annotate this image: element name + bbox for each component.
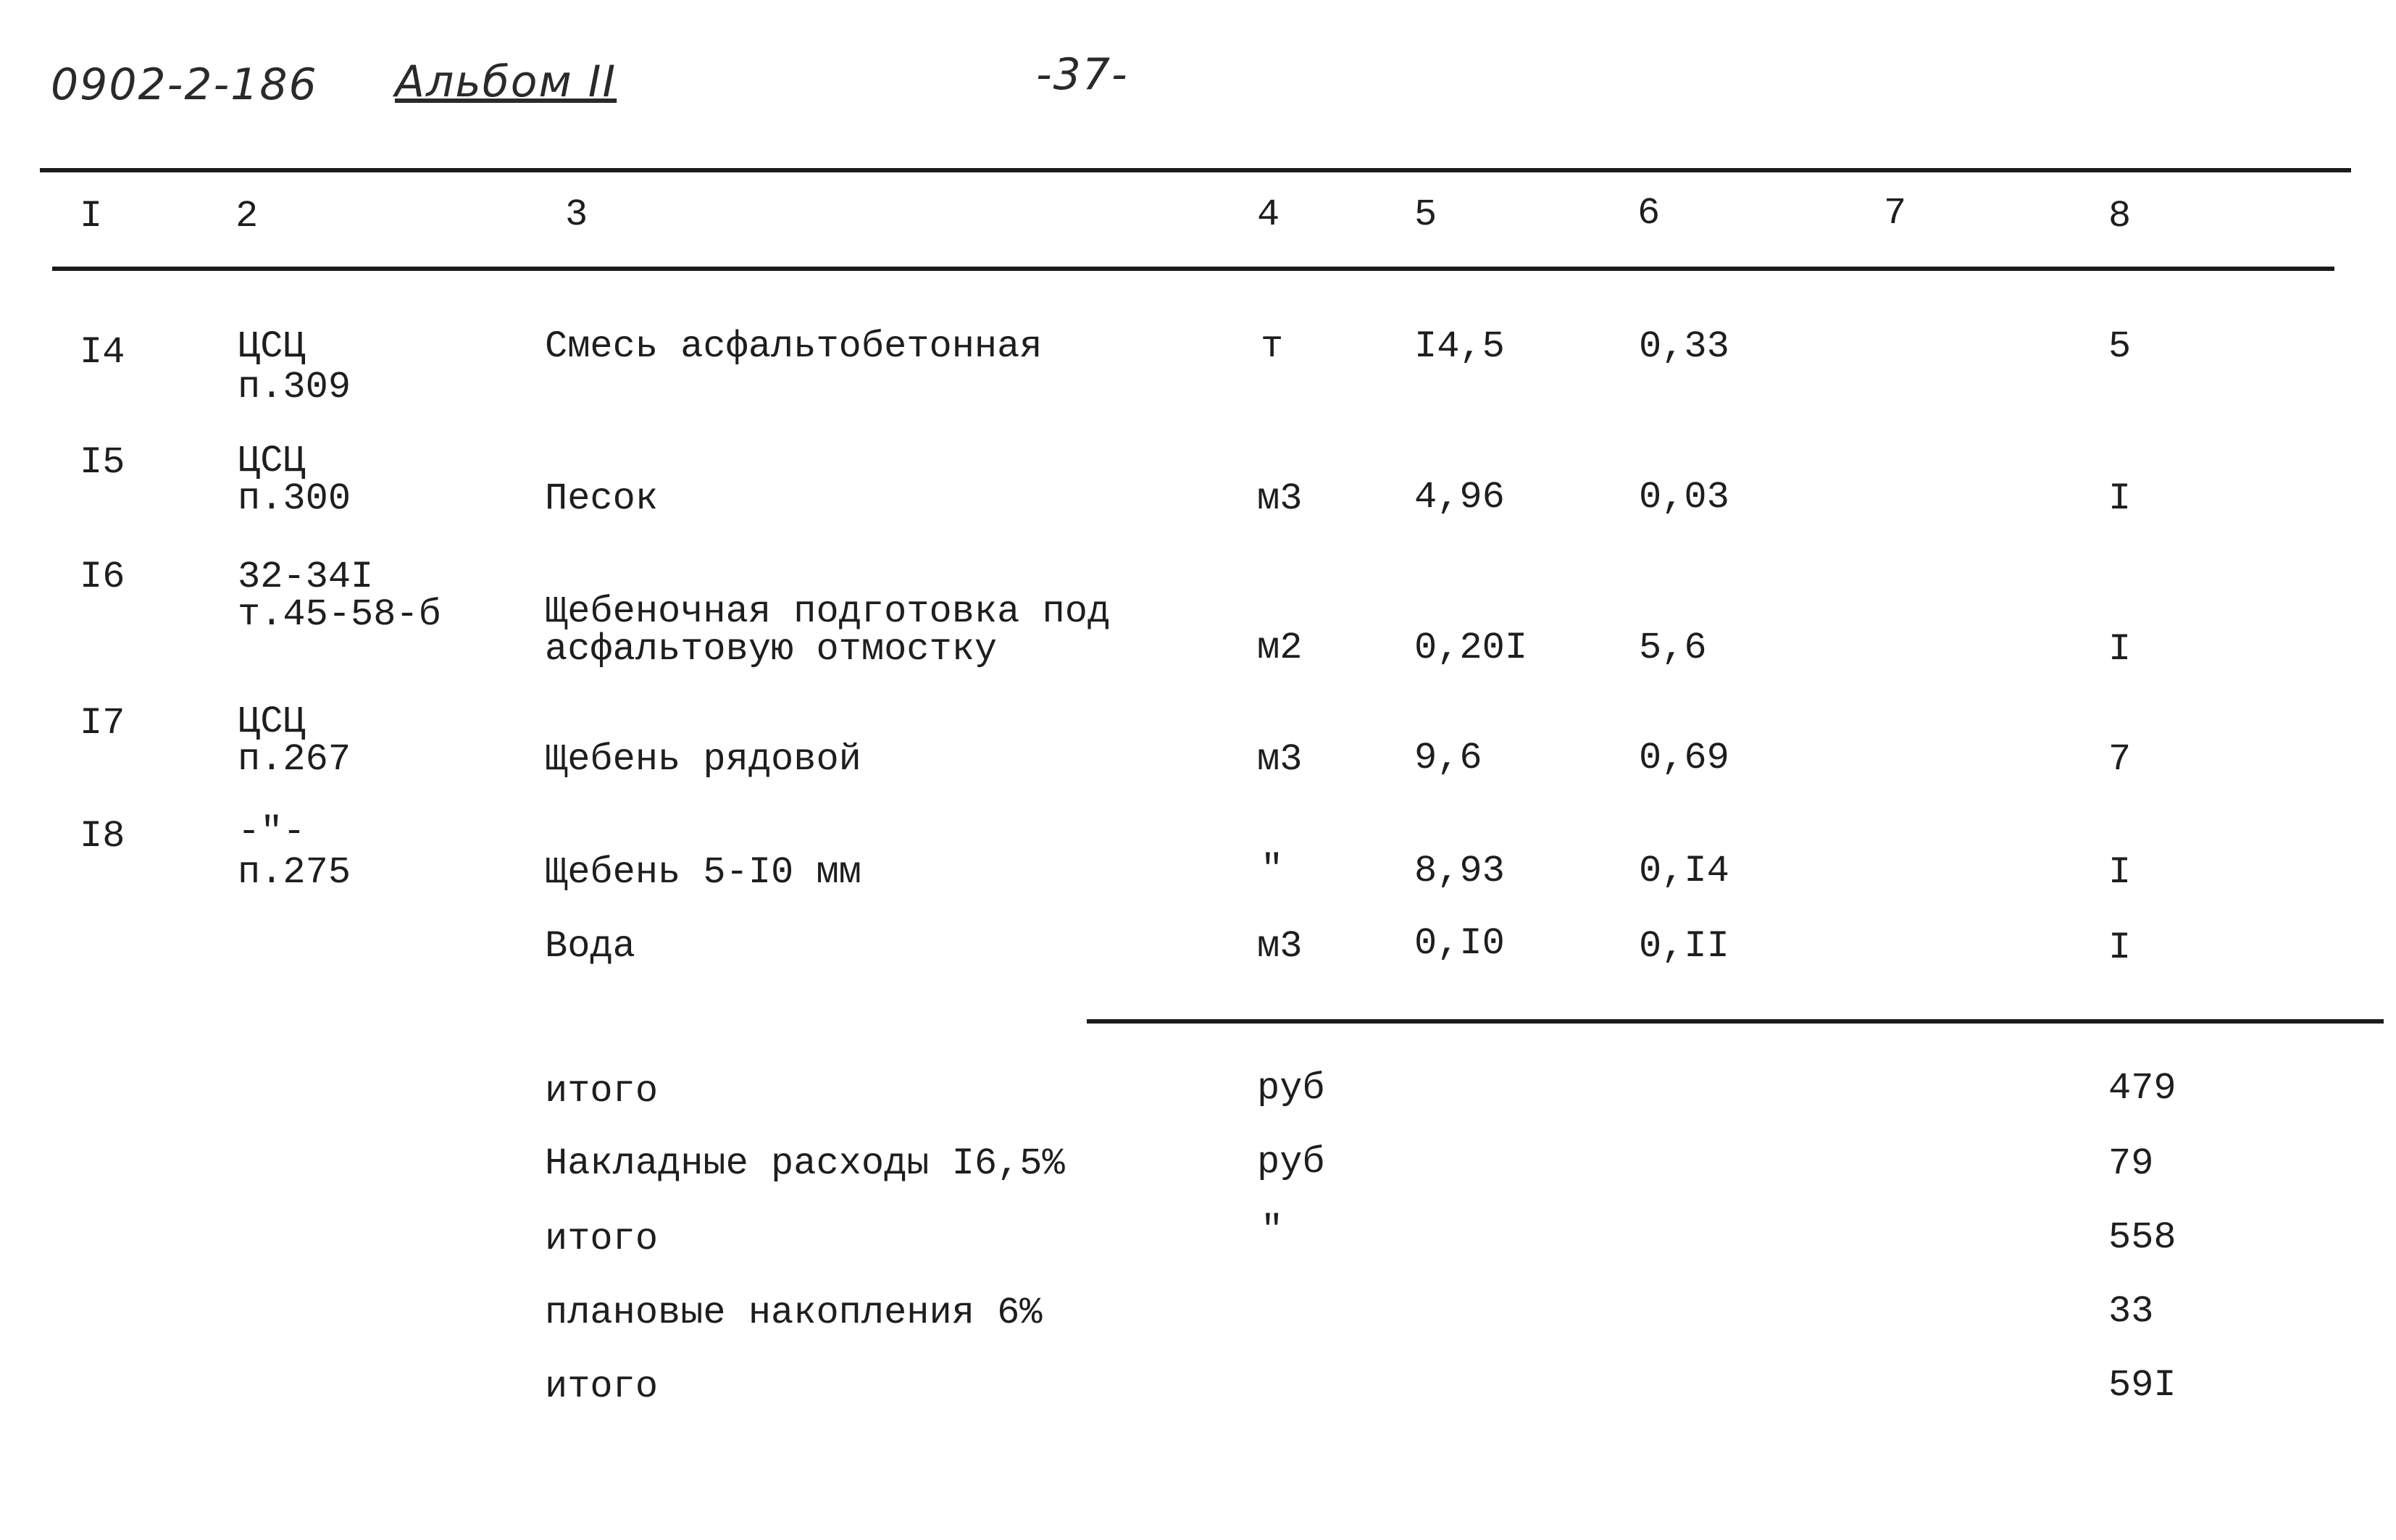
unit: м3 (1257, 925, 1303, 968)
unit-price: 5,6 (1639, 627, 1707, 669)
quantity: 9,6 (1414, 737, 1482, 779)
summary-unit: руб (1257, 1067, 1325, 1110)
summary-unit: руб (1257, 1141, 1325, 1184)
summary-value: 33 (2108, 1290, 2154, 1333)
row-number: I4 (80, 331, 125, 374)
row-number: I5 (80, 441, 125, 484)
price-reference: т.45-58-б (238, 593, 441, 636)
summary-label: итого (545, 1365, 659, 1408)
column-header-6: 6 (1637, 192, 1661, 235)
row-number: I7 (80, 702, 125, 745)
top-rule (40, 168, 2351, 172)
album-label: Альбом II (395, 57, 617, 107)
summary-value: 558 (2108, 1216, 2176, 1259)
unit-price: 0,I4 (1639, 850, 1729, 892)
column-header-4: 4 (1257, 193, 1280, 236)
column-header-7: 7 (1884, 192, 1907, 235)
quantity: I4,5 (1414, 325, 1505, 368)
price-reference: п.267 (238, 738, 351, 781)
summary-value: 479 (2108, 1067, 2176, 1110)
summary-label: итого (545, 1070, 659, 1113)
unit: м3 (1257, 738, 1303, 781)
column-header-1: I (80, 195, 103, 238)
summary-value: 79 (2108, 1142, 2154, 1185)
price-reference: ЦСЦ (238, 325, 306, 368)
price-reference: п.309 (238, 366, 351, 409)
item-name: Вода (545, 925, 635, 968)
column-header-8: 8 (2108, 195, 2132, 238)
row-number: I6 (80, 556, 125, 598)
column-header-5: 5 (1414, 193, 1437, 236)
unit-price: 0,69 (1639, 737, 1729, 779)
unit: м2 (1257, 627, 1303, 669)
page-number: -37- (1036, 49, 1129, 100)
unit: м3 (1257, 477, 1303, 520)
item-name: Щебеночная подготовка под (545, 590, 1111, 633)
price-reference: ЦСЦ (238, 700, 306, 743)
item-name: Щебень 5-I0 мм (545, 851, 861, 894)
header-bottom-rule (52, 267, 2334, 271)
total-cost: I (2108, 926, 2132, 969)
subtotal-rule (1087, 1019, 2384, 1024)
item-name: Песок (545, 477, 659, 520)
total-cost: 5 (2108, 325, 2132, 368)
column-header-3: 3 (565, 193, 588, 236)
column-header-2: 2 (235, 195, 259, 238)
quantity: 0,I0 (1414, 922, 1505, 965)
summary-unit: " (1261, 1209, 1284, 1252)
price-reference: 32-34I (238, 556, 374, 598)
price-reference: п.300 (238, 477, 351, 520)
price-reference: ЦСЦ (238, 440, 306, 482)
unit: " (1261, 848, 1284, 891)
row-number: I8 (80, 815, 125, 858)
item-name: Смесь асфальтобетонная (545, 325, 1043, 368)
price-reference: -"- (238, 811, 306, 853)
summary-label: Накладные расходы I6,5% (545, 1142, 1065, 1185)
unit-price: 0,II (1639, 925, 1729, 968)
quantity: 8,93 (1414, 850, 1505, 892)
quantity: 0,20I (1414, 627, 1528, 669)
item-name: асфальтовую отмостку (545, 628, 998, 671)
unit: т (1261, 325, 1284, 368)
unit-price: 0,03 (1639, 476, 1729, 519)
total-cost: I (2108, 477, 2132, 520)
total-cost: I (2108, 628, 2132, 671)
summary-label: итого (545, 1218, 659, 1260)
item-name: Щебень рядовой (545, 738, 861, 781)
quantity: 4,96 (1414, 476, 1505, 519)
unit-price: 0,33 (1639, 325, 1729, 368)
total-cost: 7 (2108, 738, 2132, 781)
price-reference: п.275 (238, 851, 351, 894)
summary-value: 59I (2108, 1364, 2176, 1407)
document-code: 0902-2-186 (51, 59, 318, 110)
total-cost: I (2108, 851, 2132, 894)
summary-label: плановые накопления 6% (545, 1292, 1043, 1334)
